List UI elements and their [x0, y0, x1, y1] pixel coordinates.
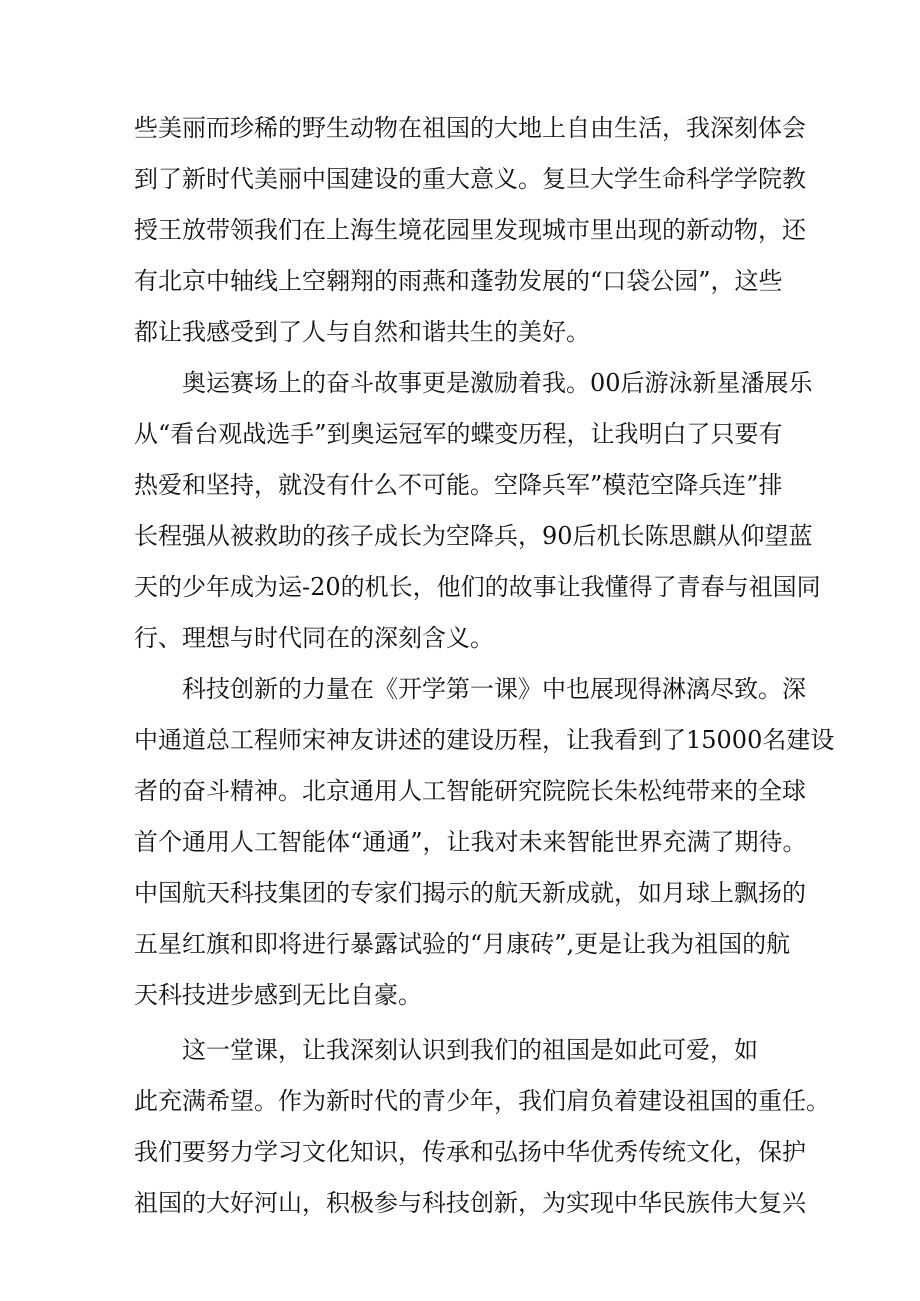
text-line: 五星红旗和即将进行暴露试验的“月康砖”,更是让我为祖国的航 [134, 930, 791, 958]
text-line: 都让我感受到了人与自然和谐共生的美好。 [134, 318, 590, 346]
text-line: 奥运赛场上的奋斗故事更是激励着我。00后游泳新星潘展乐 [134, 369, 813, 397]
paragraph-wildlife [134, 103, 806, 358]
text-line: 从“看台观战选手”到奥运冠军的蝶变历程，让我明白了只要有 [134, 420, 783, 448]
text-line: 中通道总工程师宋神友讲述的建设历程，让我看到了15000名建设 [134, 726, 835, 754]
paragraph-conclusion [134, 1025, 830, 1229]
text-line: 有北京中轴线上空翱翔的雨燕和蓬勃发展的“口袋公园”，这些 [134, 267, 783, 295]
text-line: 到了新时代美丽中国建设的重大意义。复旦大学生命科学学院教 [134, 165, 806, 193]
text-line: 者的奋斗精神。北京通用人工智能研究院院长朱松纯带来的全球 [134, 777, 806, 805]
text-line: 行、理想与时代同在的深刻含义。 [134, 624, 494, 652]
text-line: 授王放带领我们在上海生境花园里发现城市里出现的新动物，还 [134, 216, 806, 244]
text-line: 科技创新的力量在《开学第一课》中也展现得淋漓尽致。深 [134, 675, 806, 703]
text-line: 天科技进步感到无比自豪。 [134, 981, 422, 1009]
text-line: 我们要努力学习文化知识，传承和弘扬中华优秀传统文化，保护 [134, 1138, 806, 1166]
paragraph-technology [134, 664, 835, 1021]
text-line: 些美丽而珍稀的野生动物在祖国的大地上自由生活，我深刻体会 [134, 114, 806, 142]
text-line: 首个通用人工智能体“通通”，让我对未来智能世界充满了期待。 [134, 828, 807, 856]
body-text [134, 103, 835, 1229]
text-line: 长程强从被救助的孩子成长为空降兵，90后机长陈思麒从仰望蓝 [134, 522, 813, 550]
text-line: 热爱和坚持，就没有什么不可能。空降兵军”模范空降兵连”排 [134, 471, 783, 499]
text-line: 中国航天科技集团的专家们揭示的航天新成就，如月球上飘扬的 [134, 879, 806, 907]
text-line: 祖国的大好河山，积极参与科技创新，为实现中华民族伟大复兴 [134, 1189, 806, 1217]
text-line: 这一堂课，让我深刻认识到我们的祖国是如此可爱，如 [134, 1036, 758, 1064]
text-line: 此充满希望。作为新时代的青少年，我们肩负着建设祖国的重任。 [134, 1087, 830, 1115]
paragraph-olympics [134, 358, 821, 664]
text-line: 天的少年成为运-20的机长，他们的故事让我懂得了青春与祖国同 [134, 573, 821, 601]
